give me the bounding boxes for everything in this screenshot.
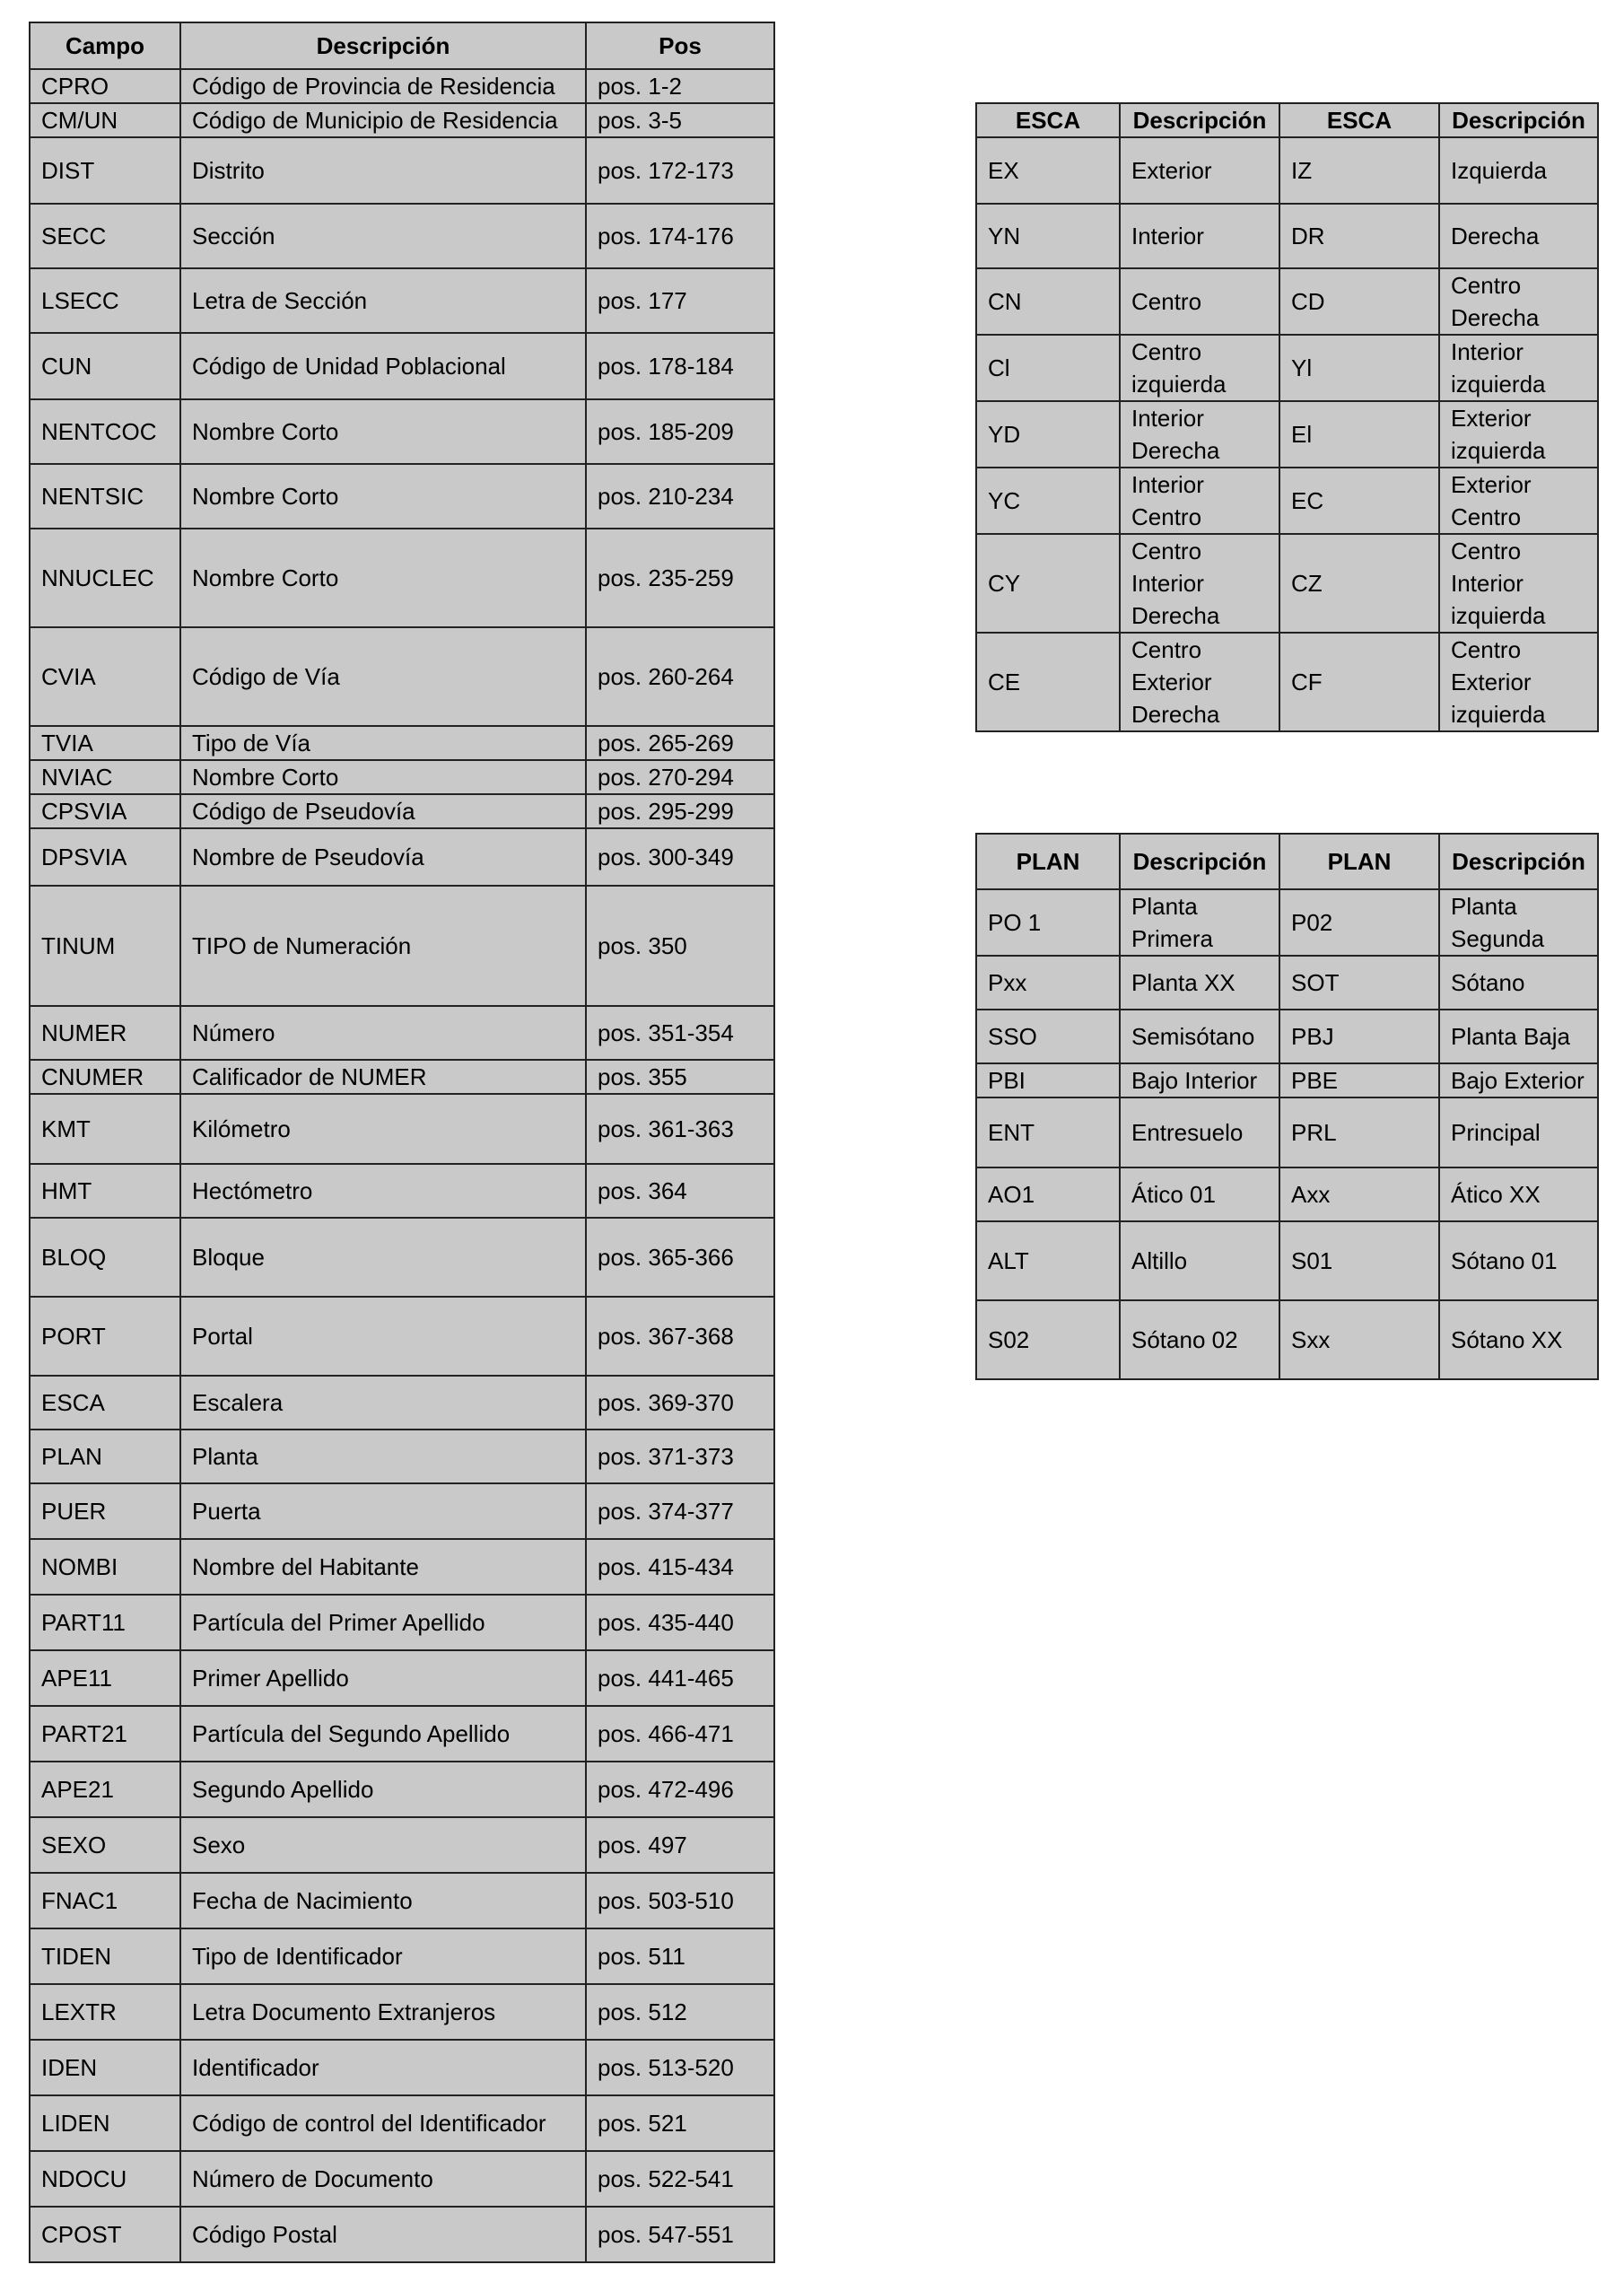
fields-cell-pos: pos. 351-354 [586, 1006, 774, 1060]
fields-row [30, 828, 774, 886]
esca-cell-code2: CZ [1279, 534, 1439, 633]
fields-cell-pos: pos. 177 [586, 268, 774, 333]
plan-row [976, 889, 1598, 956]
fields-cell-campo: HMT [30, 1164, 180, 1218]
fields-cell-pos: pos. 350 [586, 886, 774, 1006]
fields-cell-pos: pos. 270-294 [586, 760, 774, 794]
fields-cell-campo: DIST [30, 137, 180, 204]
fields-cell-campo: CPOST [30, 2207, 180, 2262]
fields-cell-descripcion: Identificador [180, 2040, 586, 2095]
header-descripcion: Descripción [180, 22, 586, 69]
fields-cell-campo: SECC [30, 204, 180, 268]
fields-cell-pos: pos. 185-209 [586, 399, 774, 464]
fields-cell-pos: pos. 547-551 [586, 2207, 774, 2262]
fields-cell-campo: SEXO [30, 1817, 180, 1873]
fields-cell-campo: CPRO [30, 69, 180, 103]
plan-cell-desc2: Bajo Exterior [1439, 1063, 1598, 1097]
esca-cell-desc1: Centro izquierda [1120, 335, 1279, 401]
plan-cell-desc2: Planta Baja [1439, 1010, 1598, 1063]
fields-cell-pos: pos. 1-2 [586, 69, 774, 103]
plan-cell-desc1: Bajo Interior [1120, 1063, 1279, 1097]
fields-cell-pos: pos. 365-366 [586, 1218, 774, 1297]
esca-cell-desc1: Interior Derecha [1120, 401, 1279, 468]
fields-row [30, 726, 774, 760]
fields-cell-pos: pos. 295-299 [586, 794, 774, 828]
fields-cell-pos: pos. 466-471 [586, 1706, 774, 1762]
plan-table [975, 833, 1599, 1380]
plan-cell-code2: Axx [1279, 1167, 1439, 1221]
fields-cell-descripcion: Tipo de Identificador [180, 1928, 586, 1984]
fields-row [30, 1595, 774, 1650]
esca-cell-desc2: Centro Exterior izquierda [1439, 633, 1598, 731]
header-campo: Campo [30, 22, 180, 69]
esca-header-code-2: ESCA [1279, 103, 1439, 137]
fields-cell-descripcion: Bloque [180, 1218, 586, 1297]
fields-row [30, 1164, 774, 1218]
fields-cell-descripcion: Puerta [180, 1483, 586, 1539]
fields-cell-descripcion: Sexo [180, 1817, 586, 1873]
plan-row [976, 1167, 1598, 1221]
fields-row [30, 1376, 774, 1430]
plan-cell-desc2: Ático XX [1439, 1167, 1598, 1221]
fields-row [30, 1483, 774, 1539]
esca-row [976, 335, 1598, 401]
fields-cell-descripcion: Código Postal [180, 2207, 586, 2262]
fields-cell-campo: NVIAC [30, 760, 180, 794]
esca-row [976, 401, 1598, 468]
esca-cell-code1: CE [976, 633, 1120, 731]
fields-cell-campo: IDEN [30, 2040, 180, 2095]
fields-cell-pos: pos. 174-176 [586, 204, 774, 268]
esca-cell-code2: IZ [1279, 137, 1439, 204]
esca-cell-code1: CY [976, 534, 1120, 633]
fields-row [30, 103, 774, 137]
fields-cell-campo: TIDEN [30, 1928, 180, 1984]
fields-cell-pos: pos. 522-541 [586, 2151, 774, 2207]
fields-cell-descripcion: Letra Documento Extranjeros [180, 1984, 586, 2040]
fields-cell-descripcion: Código de control del Identificador [180, 2095, 586, 2151]
fields-cell-descripcion: Código de Pseudovía [180, 794, 586, 828]
fields-cell-descripcion: Tipo de Vía [180, 726, 586, 760]
fields-cell-descripcion: Nombre del Habitante [180, 1539, 586, 1595]
plan-header-code-2: PLAN [1279, 834, 1439, 889]
fields-cell-descripcion: Distrito [180, 137, 586, 204]
fields-cell-pos: pos. 260-264 [586, 627, 774, 726]
plan-cell-code2: S01 [1279, 1221, 1439, 1300]
esca-cell-code2: EC [1279, 468, 1439, 534]
fields-cell-pos: pos. 441-465 [586, 1650, 774, 1706]
esca-cell-desc2: Centro Derecha [1439, 268, 1598, 335]
esca-row [976, 137, 1598, 204]
fields-cell-campo: KMT [30, 1094, 180, 1164]
esca-cell-code1: YC [976, 468, 1120, 534]
fields-cell-descripcion: Portal [180, 1297, 586, 1376]
esca-cell-desc1: Exterior [1120, 137, 1279, 204]
fields-cell-descripcion: Número de Documento [180, 2151, 586, 2207]
fields-cell-campo: DPSVIA [30, 828, 180, 886]
fields-cell-campo: NUMER [30, 1006, 180, 1060]
fields-cell-descripcion: Partícula del Primer Apellido [180, 1595, 586, 1650]
fields-cell-pos: pos. 374-377 [586, 1483, 774, 1539]
fields-row [30, 1984, 774, 2040]
esca-cell-desc1: Interior Centro [1120, 468, 1279, 534]
plan-cell-code1: PO 1 [976, 889, 1120, 956]
fields-row [30, 204, 774, 268]
fields-cell-campo: ESCA [30, 1376, 180, 1430]
esca-cell-desc1: Centro Exterior Derecha [1120, 633, 1279, 731]
fields-cell-descripcion: TIPO de Numeración [180, 886, 586, 1006]
plan-cell-code2: Sxx [1279, 1300, 1439, 1379]
fields-row [30, 1094, 774, 1164]
esca-table [975, 102, 1599, 732]
fields-row [30, 760, 774, 794]
fields-cell-campo: CM/UN [30, 103, 180, 137]
esca-cell-code2: CF [1279, 633, 1439, 731]
fields-cell-campo: APE11 [30, 1650, 180, 1706]
fields-row [30, 1928, 774, 1984]
fields-cell-campo: LEXTR [30, 1984, 180, 2040]
esca-cell-code2: Yl [1279, 335, 1439, 401]
fields-row [30, 529, 774, 627]
fields-row [30, 2040, 774, 2095]
fields-cell-descripcion: Sección [180, 204, 586, 268]
plan-cell-code2: P02 [1279, 889, 1439, 956]
esca-header-desc-2: Descripción [1439, 103, 1598, 137]
fields-cell-descripcion: Kilómetro [180, 1094, 586, 1164]
fields-cell-campo: BLOQ [30, 1218, 180, 1297]
fields-cell-pos: pos. 521 [586, 2095, 774, 2151]
esca-row [976, 468, 1598, 534]
fields-cell-campo: TVIA [30, 726, 180, 760]
plan-cell-code1: ENT [976, 1097, 1120, 1167]
fields-cell-descripcion: Nombre Corto [180, 529, 586, 627]
fields-cell-pos: pos. 210-234 [586, 464, 774, 529]
fields-row [30, 1817, 774, 1873]
fields-row [30, 1762, 774, 1817]
fields-cell-pos: pos. 415-434 [586, 1539, 774, 1595]
plan-cell-desc2: Sótano 01 [1439, 1221, 1598, 1300]
fields-cell-campo: PART21 [30, 1706, 180, 1762]
plan-cell-code1: Pxx [976, 956, 1120, 1010]
fields-cell-descripcion: Partícula del Segundo Apellido [180, 1706, 586, 1762]
fields-cell-pos: pos. 369-370 [586, 1376, 774, 1430]
fields-cell-campo: APE21 [30, 1762, 180, 1817]
fields-cell-pos: pos. 513-520 [586, 2040, 774, 2095]
plan-cell-desc1: Semisótano [1120, 1010, 1279, 1063]
fields-cell-descripcion: Letra de Sección [180, 268, 586, 333]
fields-cell-descripcion: Nombre de Pseudovía [180, 828, 586, 886]
plan-cell-desc2: Sótano XX [1439, 1300, 1598, 1379]
esca-cell-desc2: Derecha [1439, 204, 1598, 268]
fields-cell-pos: pos. 435-440 [586, 1595, 774, 1650]
fields-row [30, 2151, 774, 2207]
fields-cell-campo: PUER [30, 1483, 180, 1539]
plan-cell-code1: ALT [976, 1221, 1120, 1300]
fields-cell-descripcion: Escalera [180, 1376, 586, 1430]
fields-cell-pos: pos. 472-496 [586, 1762, 774, 1817]
fields-cell-pos: pos. 512 [586, 1984, 774, 2040]
fields-cell-pos: pos. 361-363 [586, 1094, 774, 1164]
esca-header-row [976, 103, 1598, 137]
fields-cell-pos: pos. 265-269 [586, 726, 774, 760]
fields-cell-pos: pos. 300-349 [586, 828, 774, 886]
plan-header-desc-2: Descripción [1439, 834, 1598, 889]
fields-cell-campo: PORT [30, 1297, 180, 1376]
fields-cell-descripcion: Hectómetro [180, 1164, 586, 1218]
plan-row [976, 956, 1598, 1010]
fields-row [30, 627, 774, 726]
plan-cell-desc1: Altillo [1120, 1221, 1279, 1300]
esca-cell-desc1: Centro Interior Derecha [1120, 534, 1279, 633]
fields-cell-campo: CVIA [30, 627, 180, 726]
fields-cell-descripcion: Segundo Apellido [180, 1762, 586, 1817]
fields-cell-descripcion: Primer Apellido [180, 1650, 586, 1706]
plan-cell-desc1: Entresuelo [1120, 1097, 1279, 1167]
plan-header-row [976, 834, 1598, 889]
fields-row [30, 1060, 774, 1094]
fields-cell-campo: NOMBI [30, 1539, 180, 1595]
fields-cell-campo: NDOCU [30, 2151, 180, 2207]
plan-cell-code1: AO1 [976, 1167, 1120, 1221]
plan-cell-code1: SSO [976, 1010, 1120, 1063]
fields-cell-descripcion: Número [180, 1006, 586, 1060]
fields-row [30, 268, 774, 333]
fields-row [30, 1873, 774, 1928]
fields-row [30, 886, 774, 1006]
fields-cell-descripcion: Código de Unidad Poblacional [180, 333, 586, 399]
esca-cell-code2: DR [1279, 204, 1439, 268]
fields-row [30, 1706, 774, 1762]
fields-cell-campo: NNUCLEC [30, 529, 180, 627]
fields-cell-descripcion: Código de Provincia de Residencia [180, 69, 586, 103]
esca-row [976, 268, 1598, 335]
fields-cell-descripcion: Fecha de Nacimiento [180, 1873, 586, 1928]
fields-row [30, 794, 774, 828]
plan-cell-desc2: Planta Segunda [1439, 889, 1598, 956]
plan-header-code-1: PLAN [976, 834, 1120, 889]
fields-cell-pos: pos. 3-5 [586, 103, 774, 137]
fields-row [30, 1297, 774, 1376]
esca-cell-code1: YD [976, 401, 1120, 468]
fields-cell-pos: pos. 172-173 [586, 137, 774, 204]
plan-row [976, 1063, 1598, 1097]
fields-row [30, 2095, 774, 2151]
fields-cell-campo: LIDEN [30, 2095, 180, 2151]
plan-cell-desc1: Ático 01 [1120, 1167, 1279, 1221]
esca-cell-code1: EX [976, 137, 1120, 204]
plan-cell-code1: PBI [976, 1063, 1120, 1097]
fields-cell-descripcion: Código de Vía [180, 627, 586, 726]
esca-cell-code1: YN [976, 204, 1120, 268]
fields-cell-pos: pos. 364 [586, 1164, 774, 1218]
fields-header-row [30, 22, 774, 69]
fields-cell-campo: NENTCOC [30, 399, 180, 464]
fields-cell-campo: CUN [30, 333, 180, 399]
plan-cell-desc2: Principal [1439, 1097, 1598, 1167]
fields-cell-pos: pos. 235-259 [586, 529, 774, 627]
plan-row [976, 1221, 1598, 1300]
esca-cell-code1: Cl [976, 335, 1120, 401]
fields-row [30, 1218, 774, 1297]
esca-cell-desc2: Centro Interior izquierda [1439, 534, 1598, 633]
fields-cell-campo: PART11 [30, 1595, 180, 1650]
esca-cell-code2: CD [1279, 268, 1439, 335]
fields-cell-descripcion: Nombre Corto [180, 760, 586, 794]
fields-cell-campo: PLAN [30, 1430, 180, 1483]
fields-cell-pos: pos. 497 [586, 1817, 774, 1873]
fields-cell-pos: pos. 178-184 [586, 333, 774, 399]
fields-cell-campo: CPSVIA [30, 794, 180, 828]
fields-row [30, 1006, 774, 1060]
fields-cell-pos: pos. 355 [586, 1060, 774, 1094]
plan-cell-desc1: Sótano 02 [1120, 1300, 1279, 1379]
plan-cell-code2: PRL [1279, 1097, 1439, 1167]
fields-cell-campo: LSECC [30, 268, 180, 333]
fields-cell-campo: NENTSIC [30, 464, 180, 529]
esca-cell-desc1: Interior [1120, 204, 1279, 268]
fields-cell-descripcion: Nombre Corto [180, 464, 586, 529]
fields-cell-descripcion: Planta [180, 1430, 586, 1483]
fields-cell-campo: TINUM [30, 886, 180, 1006]
plan-row [976, 1300, 1598, 1379]
esca-cell-desc2: Exterior Centro [1439, 468, 1598, 534]
fields-cell-pos: pos. 371-373 [586, 1430, 774, 1483]
plan-row [976, 1097, 1598, 1167]
esca-row [976, 633, 1598, 731]
plan-cell-code2: PBE [1279, 1063, 1439, 1097]
esca-cell-desc2: Interior izquierda [1439, 335, 1598, 401]
plan-row [976, 1010, 1598, 1063]
esca-row [976, 534, 1598, 633]
fields-cell-pos: pos. 511 [586, 1928, 774, 1984]
esca-cell-desc2: Exterior izquierda [1439, 401, 1598, 468]
plan-cell-code1: S02 [976, 1300, 1120, 1379]
plan-cell-desc2: Sótano [1439, 956, 1598, 1010]
fields-table [29, 22, 775, 2263]
esca-cell-code2: El [1279, 401, 1439, 468]
fields-cell-pos: pos. 367-368 [586, 1297, 774, 1376]
esca-row [976, 204, 1598, 268]
plan-cell-desc1: Planta XX [1120, 956, 1279, 1010]
plan-cell-desc1: Planta Primera [1120, 889, 1279, 956]
fields-row [30, 333, 774, 399]
fields-cell-descripcion: Nombre Corto [180, 399, 586, 464]
fields-cell-descripcion: Calificador de NUMER [180, 1060, 586, 1094]
esca-cell-desc1: Centro [1120, 268, 1279, 335]
esca-header-code-1: ESCA [976, 103, 1120, 137]
fields-row [30, 464, 774, 529]
esca-cell-code1: CN [976, 268, 1120, 335]
fields-cell-descripcion: Código de Municipio de Residencia [180, 103, 586, 137]
fields-row [30, 399, 774, 464]
fields-row [30, 69, 774, 103]
esca-cell-desc2: Izquierda [1439, 137, 1598, 204]
fields-row [30, 1539, 774, 1595]
plan-cell-code2: PBJ [1279, 1010, 1439, 1063]
fields-row [30, 137, 774, 204]
fields-row [30, 2207, 774, 2262]
fields-row [30, 1430, 774, 1483]
esca-header-desc-1: Descripción [1120, 103, 1279, 137]
fields-cell-pos: pos. 503-510 [586, 1873, 774, 1928]
fields-cell-campo: FNAC1 [30, 1873, 180, 1928]
header-pos: Pos [586, 22, 774, 69]
fields-cell-campo: CNUMER [30, 1060, 180, 1094]
fields-row [30, 1650, 774, 1706]
plan-cell-code2: SOT [1279, 956, 1439, 1010]
plan-header-desc-1: Descripción [1120, 834, 1279, 889]
